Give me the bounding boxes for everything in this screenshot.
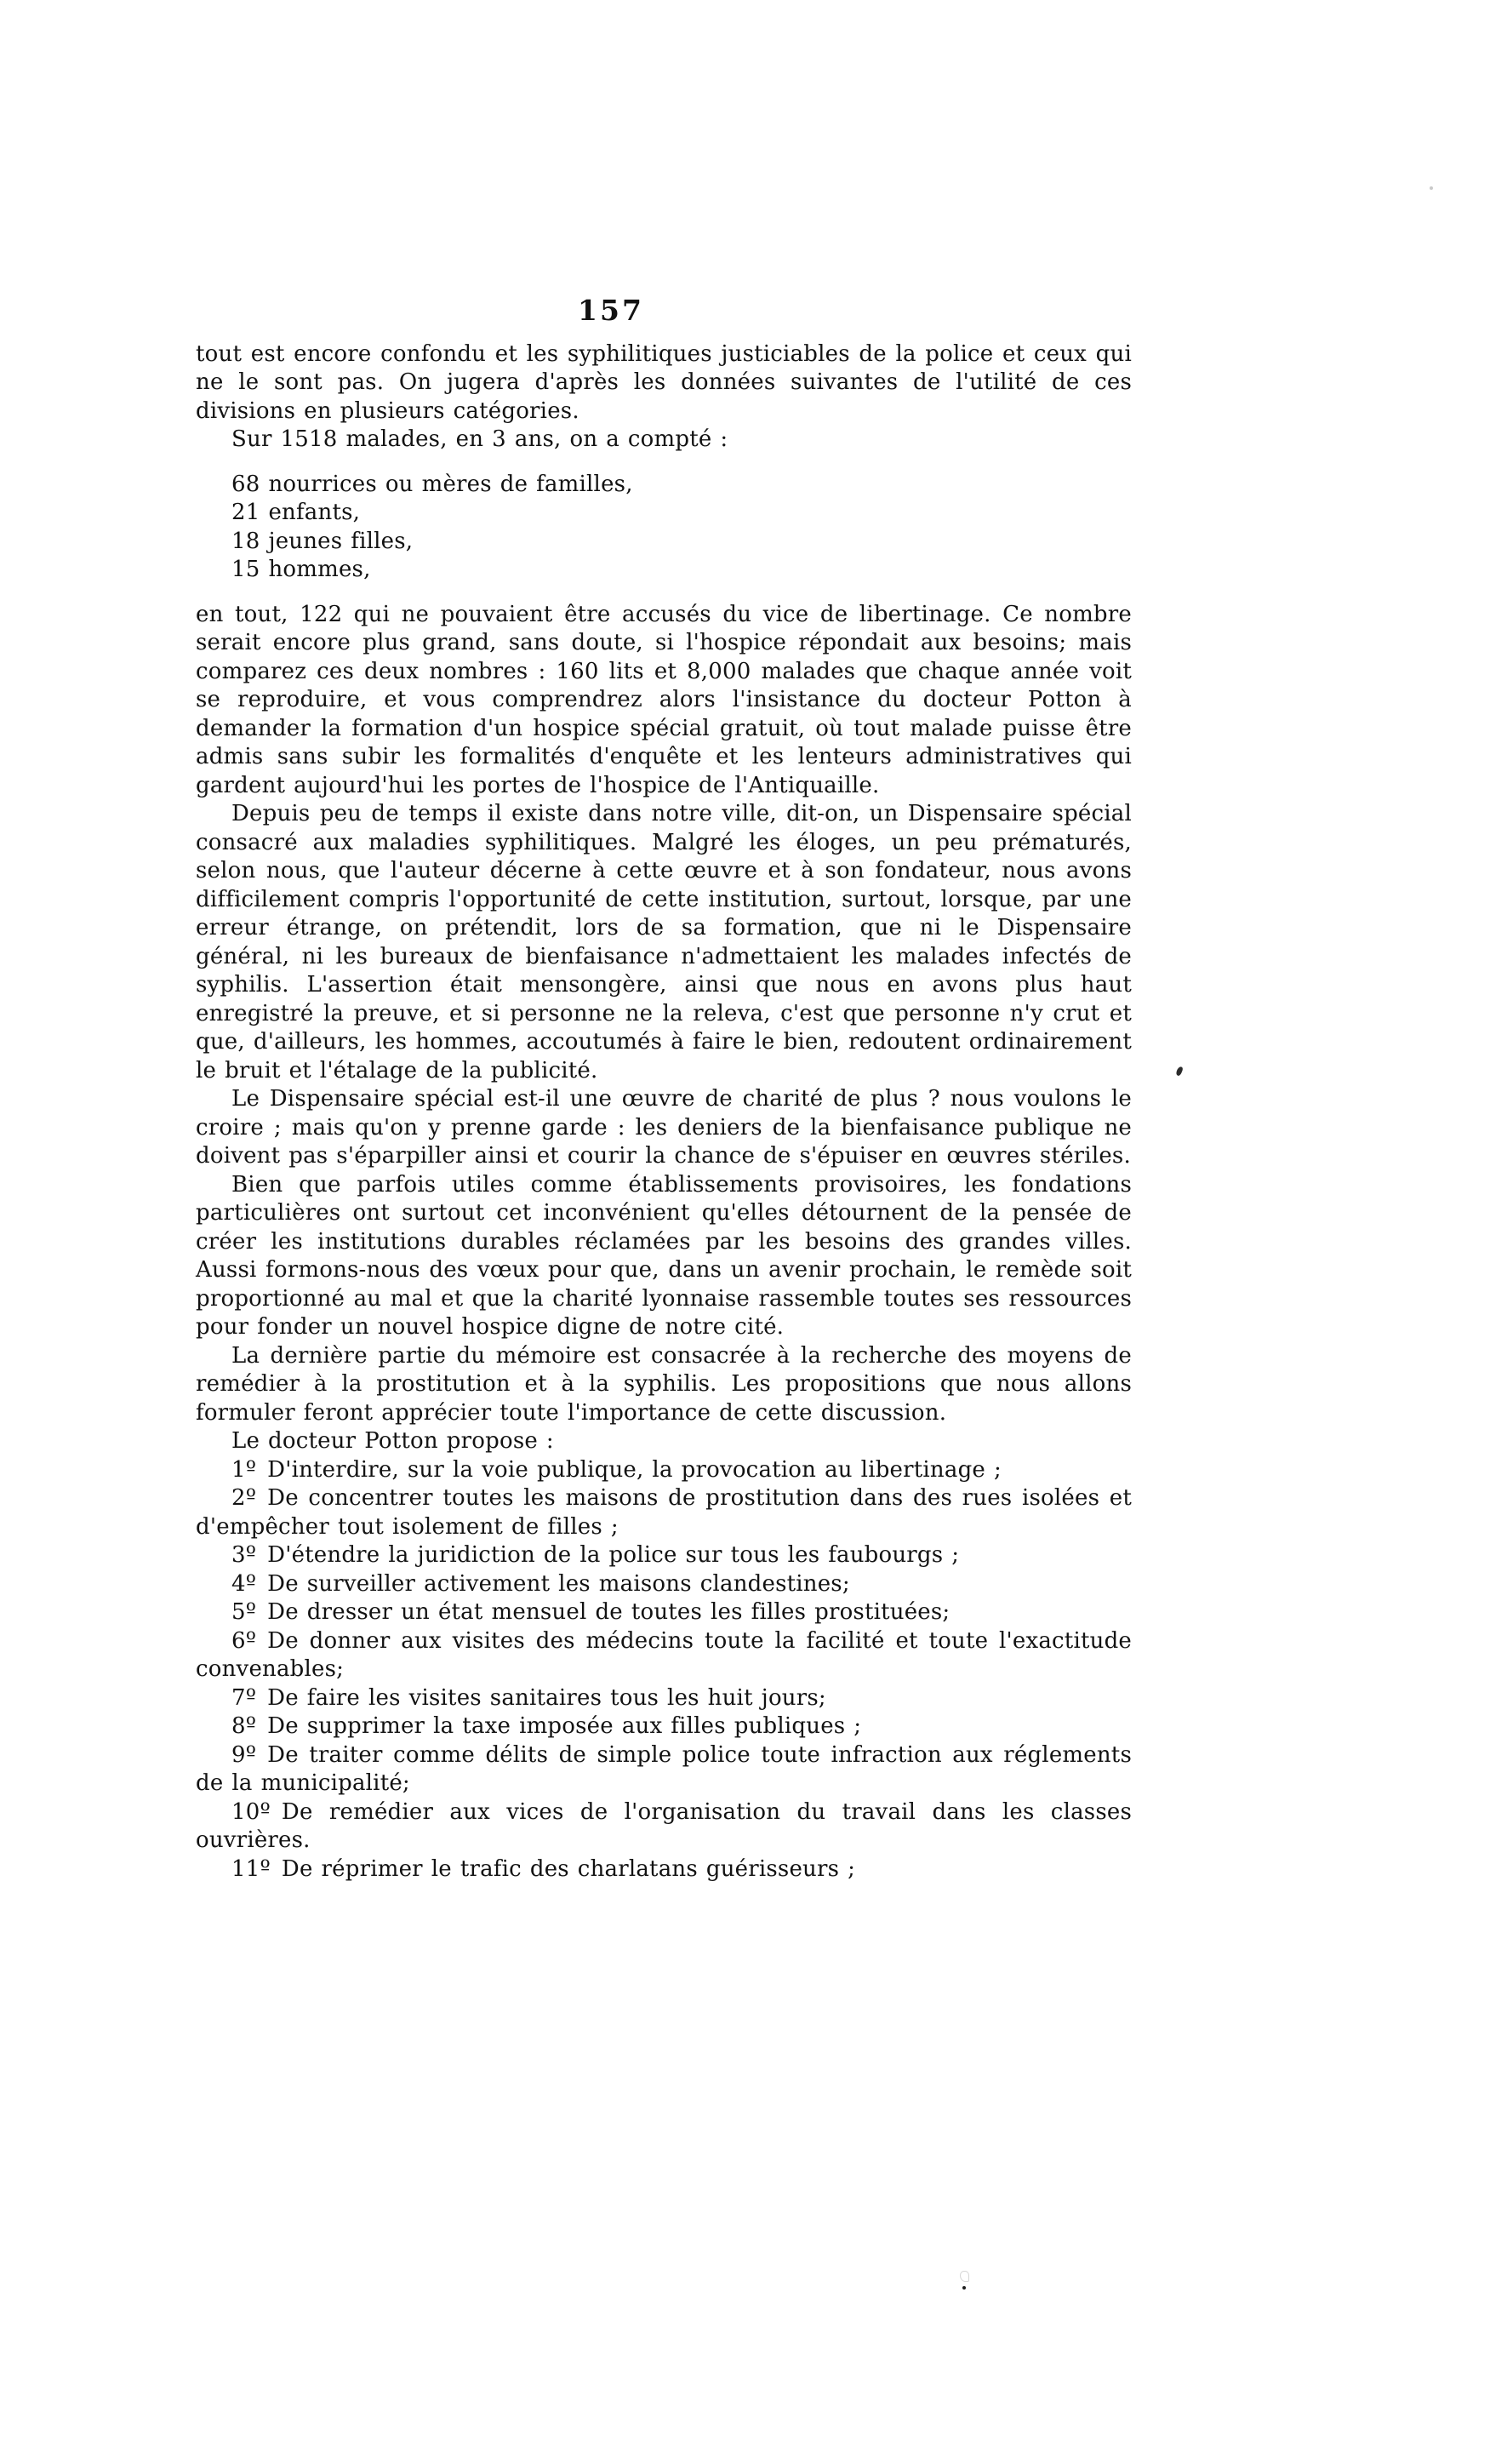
proposition-item-1 [196, 1456, 1132, 1485]
scan-speck [1430, 186, 1433, 190]
proposition-item-4 [196, 1570, 1132, 1599]
proposition-text: De supprimer la taxe imposée aux filles publiques ; [267, 1713, 862, 1739]
paragraph-depuis: Depuis peu de temps il existe dans notre ville, dit-on, un Dispensaire spécial consacré aux maladies syphilitiques. Malgré les éloges, un peu prématurés, selon nous, que l'auteur décerne à cette œuvre et à son fondateur, nous avons difficilement compris l'opportunité de cette institution, surtout, lorsque, par une erreur étrange, on prétendit, lors de sa formation, que ni le Dispensaire général, ni les bureaux de bienfaisance n'admettaient les malades infectés de syphilis. L'assertion était mensongère, ainsi que nous en avons plus haut enregistré la preuve, et si personne ne la releva, c'est que personne n'y crut et que, d'ailleurs, les hommes, accoutumés à faire le bien, redoutent ordinairement le bruit et l'étalage de la publicité. [196, 801, 1132, 1083]
proposition-number: 6º [231, 1627, 257, 1654]
proposition-text: De dresser un état mensuel de toutes les filles prostituées; [267, 1599, 951, 1625]
scan-speck [960, 2271, 969, 2282]
paragraph-intro: tout est encore confondu et les syphilitiques justiciables de la police et ceux qui ne le sont pas. On jugera d'après les données suivantes de l'utilité de ces divisions en plusieurs catégories. [196, 340, 1132, 424]
paragraph-dispensaire: Le Dispensaire spécial est-il une œuvre de charité de plus ? nous voulons le croire ; mais qu'on y prenne garde : les deniers de la bienfaisance publique ne doivent pas s'éparpiller ainsi et courir la chance de s'épuiser en œuvres stériles. [196, 1086, 1132, 1169]
proposition-item-11 [196, 1855, 1132, 1884]
scan-speck [1175, 1066, 1184, 1076]
scan-speck [962, 2286, 966, 2290]
proposition-text: De réprimer le trafic des charlatans guérisseurs ; [281, 1855, 856, 1882]
proposition-text: D'étendre la juridiction de la police sur tous les faubourgs ; [267, 1542, 960, 1568]
proposition-number: 4º [231, 1570, 257, 1597]
proposition-number: 7º [231, 1684, 257, 1711]
proposition-item-8 [196, 1712, 1132, 1741]
proposition-item-5 [196, 1598, 1132, 1627]
proposition-number: 9º [231, 1741, 257, 1768]
count-item-jeunes-filles: 18 jeunes filles, [231, 528, 414, 554]
proposition-text: De faire les visites sanitaires tous les huit jours; [267, 1684, 826, 1711]
patient-count-list [231, 471, 1132, 585]
proposition-text: De concentrer toutes les maisons de prostitution dans des rues isolées et d'empêcher tout isolement de filles ; [196, 1485, 1132, 1540]
proposition-item-2 [196, 1484, 1132, 1541]
proposition-number: 8º [231, 1713, 257, 1739]
paragraph-derniere-partie: La dernière partie du mémoire est consacrée à la recherche des moyens de remédier à la prostitution et à la syphilis. Les propositions que nous allons formuler feront apprécier toute l'importance de cette discussion. [196, 1342, 1132, 1426]
proposition-item-6 [196, 1627, 1132, 1684]
page-number: 157 [578, 294, 644, 327]
text-block [196, 296, 1132, 1884]
proposition-text: D'interdire, sur la voie publique, la provocation au libertinage ; [267, 1456, 1002, 1483]
proposition-item-3 [196, 1541, 1132, 1570]
count-item-hommes: 15 hommes, [231, 557, 371, 582]
proposition-number: 1º [231, 1456, 257, 1483]
proposition-number: 2º [231, 1485, 257, 1511]
proposition-text: De surveiller activement les maisons clandestines; [267, 1570, 850, 1597]
proposition-item-9 [196, 1741, 1132, 1798]
paragraph-docteur-potton: Le docteur Potton propose : [231, 1428, 554, 1454]
proposition-number: 10º [231, 1798, 271, 1825]
proposition-number: 5º [231, 1599, 257, 1625]
proposition-number: 11º [231, 1855, 271, 1882]
paragraph-bien-que: Bien que parfois utiles comme établissements provisoires, les fondations particulières ont surtout cet inconvénient qu'elles détournent de la pensée de créer les institutions durables réclamées par les besoins des grandes villes. Aussi formons-nous des vœux pour que, dans un avenir prochain, le remède soit proportionné au mal et que la charité lyonnaise rassemble toutes ses ressources pour fonder un nouvel hospice digne de notre cité. [196, 1171, 1132, 1340]
proposition-text: De traiter comme délits de simple police toute infraction aux réglements de la municipalité; [196, 1741, 1132, 1796]
paragraph-sur-malades: Sur 1518 malades, en 3 ans, on a compté : [231, 426, 728, 452]
proposition-number: 3º [231, 1542, 257, 1568]
proposition-item-10 [196, 1798, 1132, 1855]
paragraph-en-tout: en tout, 122 qui ne pouvaient être accusés du vice de libertinage. Ce nombre serait encore plus grand, sans doute, si l'hospice répondait aux besoins; mais comparez ces deux nombres : 160 lits et 8,000 malades que chaque année voit se reproduire, et vous comprendrez alors l'insistance du docteur Potton à demander la formation d'un hospice spécial gratuit, où tout malade puisse être admis sans subir les formalités d'enquête et les lenteurs administratives qui gardent aujourd'hui les portes de l'hospice de l'Antiquaille. [196, 601, 1132, 798]
count-item-enfants: 21 enfants, [231, 500, 361, 525]
proposition-text: De remédier aux vices de l'organisation du travail dans les classes ouvrières. [196, 1798, 1132, 1853]
proposition-item-7 [196, 1684, 1132, 1713]
proposition-text: De donner aux visites des médecins toute la facilité et toute l'exactitude convenables; [196, 1627, 1132, 1682]
count-item-nourrices: 68 nourrices ou mères de familles, [231, 471, 633, 497]
